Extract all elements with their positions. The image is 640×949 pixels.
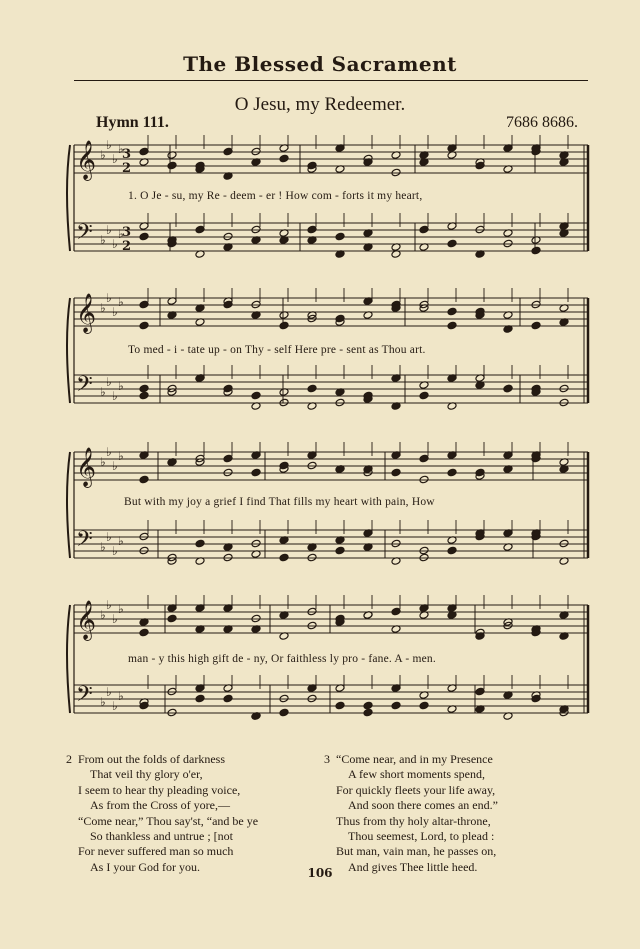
note-head: [559, 398, 569, 407]
treble-clef-icon: 𝄞: [76, 293, 97, 333]
flat-icon: ♭: [112, 699, 118, 713]
system-brace: [67, 145, 70, 251]
note-head: [251, 614, 261, 623]
verse-line: [336, 814, 498, 829]
note-head: [139, 232, 149, 241]
time-signature-top: 3: [122, 147, 132, 162]
note-head: [279, 398, 289, 407]
note-head: [279, 321, 289, 330]
note-head: [307, 621, 317, 630]
note-head: [307, 553, 317, 562]
note-head: [251, 468, 261, 477]
note-head: [223, 468, 233, 477]
note-head: [167, 614, 177, 623]
note-head: [223, 232, 233, 241]
verse-text: For quickly fleets your life away,: [336, 782, 496, 797]
note-head: [531, 321, 541, 330]
note-head: [419, 475, 429, 484]
verse-line: [78, 829, 258, 844]
note-head: [419, 553, 429, 562]
flat-icon: ♭: [112, 612, 118, 626]
note-head: [139, 147, 149, 156]
note-head: [223, 553, 233, 562]
note-head: [475, 225, 485, 234]
note-head: [419, 225, 429, 234]
verse-text: As I your God for you.: [90, 859, 200, 874]
flat-icon: ♭: [106, 138, 112, 152]
note-head: [447, 307, 457, 316]
note-head: [167, 708, 177, 717]
note-head: [251, 300, 261, 309]
note-head: [559, 539, 569, 548]
flat-icon: ♭: [112, 152, 118, 166]
verse-line: [78, 814, 258, 829]
note-head: [419, 546, 429, 555]
verse-text: But man, vain man, he passes on,: [336, 844, 497, 859]
note-head: [419, 701, 429, 710]
note-head: [531, 300, 541, 309]
system-brace: [67, 605, 70, 713]
verse-line: [336, 783, 498, 798]
flat-icon: ♭: [106, 598, 112, 612]
verse-line: [324, 752, 498, 767]
flat-icon: ♭: [100, 455, 106, 469]
note-head: [447, 468, 457, 477]
flat-icon: ♭: [100, 695, 106, 709]
note-head: [251, 539, 261, 548]
flat-icon: ♭: [100, 540, 106, 554]
flat-icon: ♭: [100, 233, 106, 247]
flat-icon: ♭: [100, 301, 106, 315]
flat-icon: ♭: [100, 385, 106, 399]
note-head: [419, 454, 429, 463]
verse-text: “Come near, and in my Presence: [336, 752, 493, 766]
note-head: [335, 398, 345, 407]
lyric-line-4: man - y this high gift de - ny, Or faithless ly pro - fane. A - men.: [128, 653, 436, 665]
lyric-line-2: To med - i - tate up - on Thy - self Here pre - sent as Thou art.: [128, 344, 426, 356]
note-head: [391, 701, 401, 710]
verse-line: [336, 844, 498, 859]
bass-clef-icon: 𝄢: [76, 220, 93, 250]
flat-icon: ♭: [112, 459, 118, 473]
note-head: [279, 461, 289, 470]
note-head: [167, 161, 177, 170]
note-head: [531, 246, 541, 255]
treble-clef-icon: 𝄞: [76, 447, 97, 487]
lyric-line-3: But with my joy a grief I find That fills my heart with pain, How: [124, 496, 435, 508]
note-head: [139, 384, 149, 393]
flat-icon: ♭: [106, 445, 112, 459]
note-head: [307, 607, 317, 616]
flat-icon: ♭: [118, 379, 124, 393]
flat-icon: ♭: [112, 389, 118, 403]
note-head: [223, 694, 233, 703]
note-head: [251, 391, 261, 400]
treble-clef-icon: 𝄞: [76, 600, 97, 640]
note-head: [279, 694, 289, 703]
hymn-meter: 7686 8686.: [506, 114, 578, 131]
flat-icon: ♭: [100, 148, 106, 162]
verse-text: “Come near,” Thou say'st, “and be ye: [78, 813, 259, 828]
note-head: [195, 539, 205, 548]
note-head: [503, 239, 513, 248]
note-head: [447, 321, 457, 330]
note-head: [335, 546, 345, 555]
note-head: [475, 161, 485, 170]
note-head: [419, 391, 429, 400]
note-head: [139, 391, 149, 400]
note-head: [503, 384, 513, 393]
flat-icon: ♭: [112, 237, 118, 251]
note-head: [139, 532, 149, 541]
time-signature-top: 3: [122, 225, 132, 240]
flat-icon: ♭: [112, 305, 118, 319]
hymn-title: O Jesu, my Redeemer.: [234, 94, 406, 115]
note-head: [139, 546, 149, 555]
verse-line: [78, 767, 258, 782]
note-head: [139, 321, 149, 330]
verse-text: So thankless and untrue ; [not: [90, 829, 233, 844]
verse-text: For never suffered man so much: [78, 844, 234, 859]
verse-text: Thou seemest, Lord, to plead :: [348, 829, 495, 844]
time-signature-bottom: 2: [122, 239, 132, 254]
note-head: [139, 475, 149, 484]
verse-text: A few short moments spend,: [348, 767, 485, 782]
note-head: [307, 461, 317, 470]
note-head: [279, 708, 289, 717]
note-head: [195, 225, 205, 234]
note-head: [447, 546, 457, 555]
system-brace: [67, 452, 70, 558]
flat-icon: ♭: [118, 534, 124, 548]
page-number: 106: [307, 866, 333, 880]
flat-icon: ♭: [118, 295, 124, 309]
flat-icon: ♭: [100, 608, 106, 622]
note-head: [475, 687, 485, 696]
note-head: [559, 384, 569, 393]
verse-number: 3: [324, 752, 330, 766]
flat-icon: ♭: [106, 685, 112, 699]
note-head: [307, 694, 317, 703]
note-head: [139, 628, 149, 637]
flat-icon: ♭: [118, 689, 124, 703]
flat-icon: ♭: [106, 530, 112, 544]
verse-2: [66, 752, 259, 875]
flat-icon: ♭: [106, 291, 112, 305]
verse-line: [336, 798, 498, 813]
lyric-line-1: 1. O Je - su, my Re - deem - er ! How com - forts it my heart,: [128, 190, 423, 202]
verse-text: From out the folds of darkness: [78, 752, 225, 766]
note-head: [279, 553, 289, 562]
verse-line: [336, 767, 498, 782]
verse-3: [324, 752, 498, 875]
note-head: [223, 147, 233, 156]
bass-clef-icon: 𝄢: [76, 527, 93, 557]
time-signature-bottom: 2: [122, 161, 132, 176]
note-head: [447, 239, 457, 248]
flat-icon: ♭: [112, 544, 118, 558]
note-head: [363, 701, 373, 710]
note-head: [391, 168, 401, 177]
note-head: [279, 154, 289, 163]
flat-icon: ♭: [106, 223, 112, 237]
verse-text: That veil thy glory o'er,: [90, 767, 203, 782]
hymn-number: Hymn 111.: [96, 114, 169, 131]
bass-clef-icon: 𝄢: [76, 372, 93, 402]
note-head: [307, 225, 317, 234]
verse-text: As from the Cross of yore,—: [90, 798, 230, 813]
note-head: [391, 468, 401, 477]
section-title: The Blessed Sacrament: [183, 52, 457, 76]
flat-icon: ♭: [118, 449, 124, 463]
note-head: [391, 539, 401, 548]
verse-line: [78, 798, 258, 813]
note-head: [223, 454, 233, 463]
note-head: [363, 708, 373, 717]
note-head: [335, 701, 345, 710]
note-head: [167, 687, 177, 696]
verse-line: [78, 844, 258, 859]
verse-line: [336, 829, 498, 844]
verse-text: And gives Thee little heed.: [348, 859, 478, 874]
verse-number: 2: [66, 752, 72, 766]
verse-line: [78, 783, 258, 798]
flat-icon: ♭: [118, 142, 124, 156]
verse-text: Thus from thy holy altar-throne,: [336, 813, 491, 828]
bass-clef-icon: 𝄢: [76, 682, 93, 712]
note-head: [307, 384, 317, 393]
treble-clef-icon: 𝄞: [76, 140, 97, 180]
verse-text: I seem to hear thy pleading voice,: [78, 782, 241, 797]
verse-line: [66, 752, 258, 767]
note-head: [251, 225, 261, 234]
note-head: [195, 694, 205, 703]
verse-text: And soon there comes an end.”: [348, 798, 498, 813]
flat-icon: ♭: [118, 227, 124, 241]
note-head: [391, 607, 401, 616]
note-head: [335, 232, 345, 241]
flat-icon: ♭: [118, 602, 124, 616]
system-brace: [67, 298, 70, 403]
flat-icon: ♭: [106, 375, 112, 389]
note-head: [251, 147, 261, 156]
note-head: [139, 300, 149, 309]
